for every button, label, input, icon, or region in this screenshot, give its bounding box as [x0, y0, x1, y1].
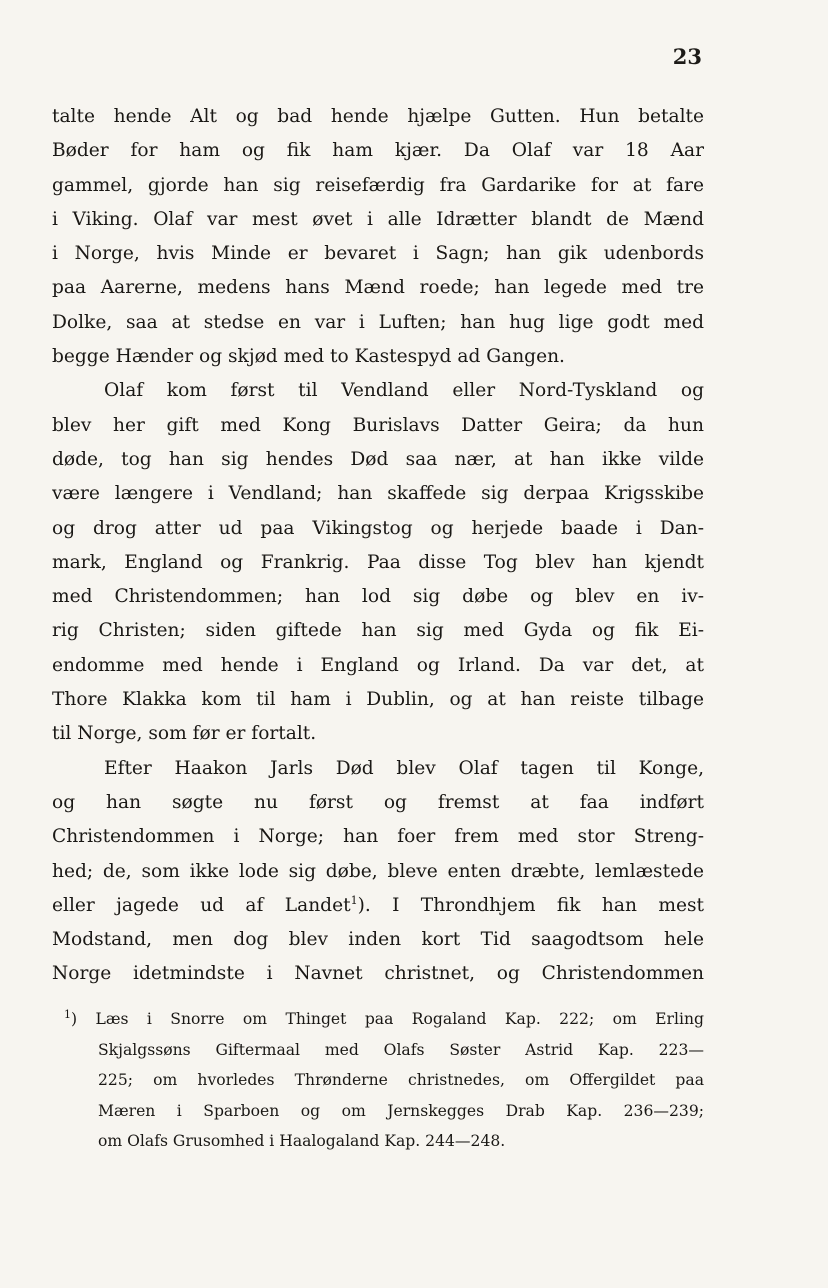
text-line: Thore Klakka kom til ham i Dublin, og at han reiste tilbage [52, 689, 704, 711]
body-text [52, 100, 704, 992]
text-line: Olaf kom først til Vendland eller Nord-Tyskland og [104, 380, 704, 402]
text-line: være længere i Vendland; han skaffede sig derpaa Krigsskibe [52, 483, 704, 505]
text-segment: eller jagede ud af Landet [52, 894, 351, 916]
footnote-line: om Olafs Grusomhed i Haalogaland Kap. 244—248. [98, 1132, 506, 1150]
text-line: paa Aarerne, medens hans Mænd roede; han legede med tre [52, 277, 704, 299]
text-line: døde, tog han sig hendes Død saa nær, at han ikke vilde [52, 448, 704, 470]
text-line: med Christendommen; han lod sig døbe og blev en iv- [52, 586, 704, 608]
text-line: Efter Haakon Jarls Død blev Olaf tagen til Konge, [104, 757, 704, 779]
text-line: og han søgte nu først og fremst at faa indført [52, 791, 704, 813]
text-line: og drog atter ud paa Vikingstog og herjede baade i Dan- [52, 517, 704, 539]
footnote-line [64, 1004, 704, 1035]
text-line: rig Christen; siden giftede han sig med Gyda og fik Ei- [52, 620, 704, 642]
footnote-text: ) Læs i Snorre om Thinget paa Rogaland Kap. 222; om Erling [71, 1010, 704, 1028]
text-line: Norge idetmindste i Navnet christnet, og Christendommen [52, 963, 704, 985]
text-line: i Viking. Olaf var mest øvet i alle Idrætter blandt de Mænd [52, 208, 704, 230]
text-line: i Norge, hvis Minde er bevaret i Sagn; han gik udenbords [52, 243, 704, 265]
text-line: begge Hænder og skjød med to Kastespyd ad Gangen. [52, 346, 565, 368]
text-line: til Norge, som før er fortalt. [52, 723, 317, 745]
page-number: 23 [672, 44, 702, 69]
footnote-line: Mæren i Sparboen og om Jernskegges Drab Kap. 236—239; [98, 1101, 704, 1120]
text-line: Christendommen i Norge; han foer frem med stor Streng- [52, 826, 704, 848]
footnote-marker: 1 [64, 1007, 71, 1021]
text-line: talte hende Alt og bad hende hjælpe Gutten. Hun betalte [52, 106, 704, 127]
text-line [52, 889, 704, 923]
footnote-line: Skjalgssøns Giftermaal med Olafs Søster Astrid Kap. 223— [98, 1040, 704, 1059]
text-line: Bøder for ham og fik ham kjær. Da Olaf var 18 Aar [52, 140, 704, 162]
text-line: hed; de, som ikke lode sig døbe, bleve enten dræbte, lemlæstede [52, 860, 704, 882]
footnote-reference: 1 [350, 893, 358, 907]
text-line: Modstand, men dog blev inden kort Tid saagodtsom hele [52, 929, 704, 951]
text-segment: ). I Throndhjem fik han mest [357, 894, 704, 916]
footnote-line: 225; om hvorledes Thrønderne christnedes, om Offergildet paa [98, 1071, 704, 1089]
footnote [64, 1004, 704, 1157]
text-line: blev her gift med Kong Burislavs Datter Geira; da hun [52, 414, 704, 436]
text-line: gammel, gjorde han sig reisefærdig fra Gardarike for at fare [52, 174, 704, 196]
text-line: endomme med hende i England og Irland. Da var det, at [52, 654, 704, 676]
text-line: Dolke, saa at stedse en var i Luften; han hug lige godt med [52, 311, 704, 333]
text-line: mark, England og Frankrig. Paa disse Tog blev han kjendt [52, 551, 704, 573]
